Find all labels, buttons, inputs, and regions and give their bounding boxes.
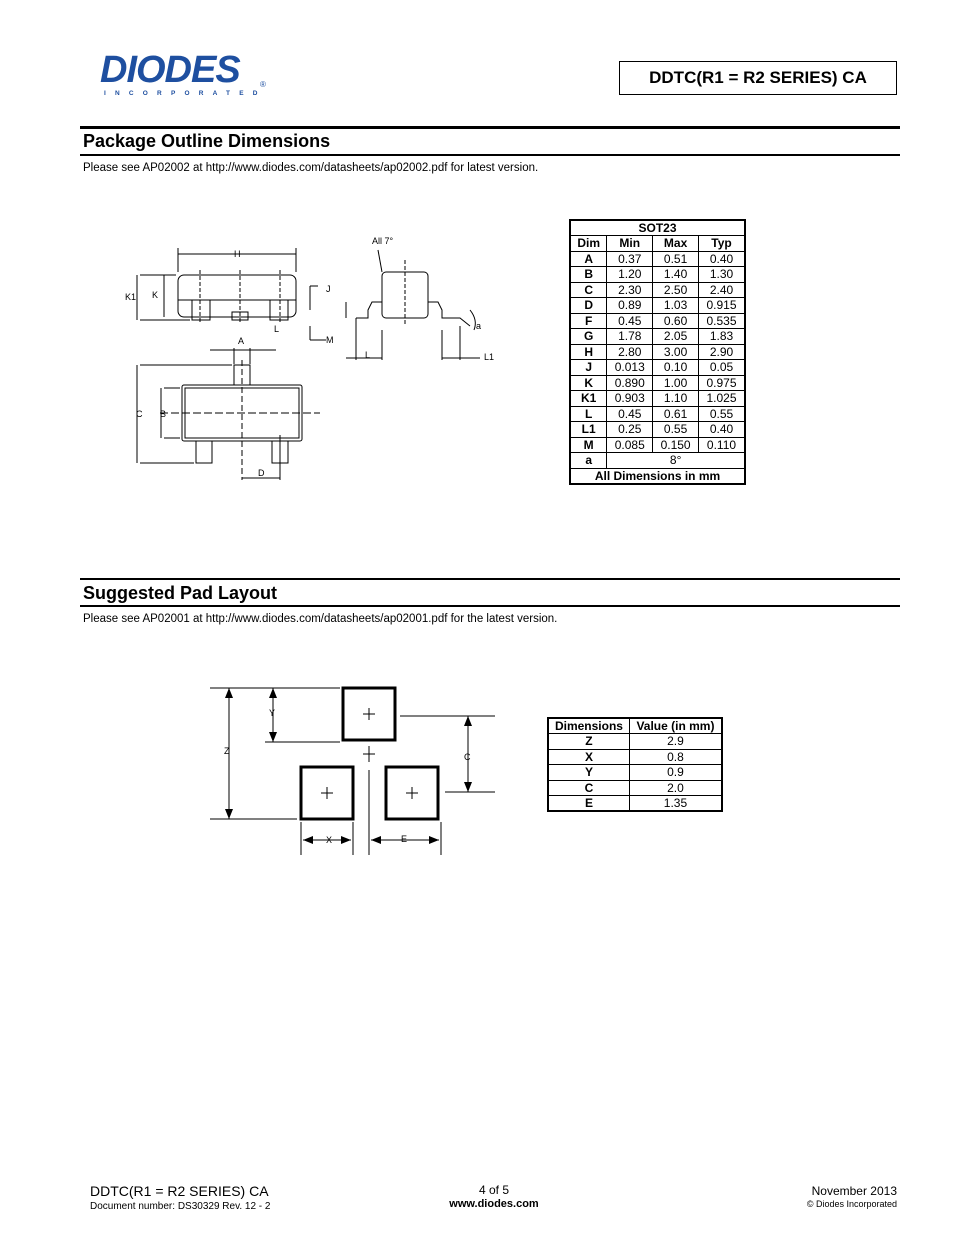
section-rule <box>80 578 900 580</box>
dim-label-angle-all: All 7° <box>372 236 394 246</box>
dim-cell: C <box>548 780 629 796</box>
pad-label-e: E <box>401 834 408 844</box>
table-title: SOT23 <box>570 220 745 236</box>
logo-registered: ® <box>260 80 266 89</box>
value-cell: 0.085 <box>607 437 653 453</box>
diodes-logo <box>100 50 270 100</box>
dim-cell: G <box>570 329 607 345</box>
value-cell: 1.20 <box>607 267 653 283</box>
logo-wordmark: DIODES <box>100 49 240 91</box>
value-cell: 0.013 <box>607 360 653 376</box>
value-cell: 1.025 <box>699 391 746 407</box>
dim-cell: M <box>570 437 607 453</box>
value-cell: 1.00 <box>653 375 699 391</box>
dim-cell: K <box>570 375 607 391</box>
table-row <box>570 391 745 407</box>
pad-label-z: Z <box>224 746 230 756</box>
value-cell: 0.37 <box>607 251 653 267</box>
value-cell: 2.40 <box>699 282 746 298</box>
dim-label-c: C <box>136 409 143 419</box>
section-rule <box>80 154 900 156</box>
table-row <box>548 765 722 781</box>
table-row <box>570 437 745 453</box>
value-cell: 0.40 <box>699 251 746 267</box>
table-footer: All Dimensions in mm <box>570 468 745 484</box>
dim-label-j: J <box>326 284 331 294</box>
value-cell: 0.55 <box>653 422 699 438</box>
footer-part-number: DDTC(R1 = R2 SERIES) CA <box>90 1183 269 1199</box>
table-row <box>570 282 745 298</box>
table-row <box>570 406 745 422</box>
value-cell: 0.51 <box>653 251 699 267</box>
footer-date: November 2013 <box>811 1184 897 1198</box>
value-cell: 2.90 <box>699 344 746 360</box>
value-cell: 1.40 <box>653 267 699 283</box>
value-cell: 2.30 <box>607 282 653 298</box>
dim-label-l1: L1 <box>484 352 495 362</box>
table-row <box>570 344 745 360</box>
dim-cell: J <box>570 360 607 376</box>
pad-label-y: Y <box>269 708 276 718</box>
table-row <box>570 267 745 283</box>
sot23-dimensions-table <box>569 219 746 485</box>
value-cell: 0.9 <box>629 765 722 781</box>
value-cell: 2.80 <box>607 344 653 360</box>
logo-subtitle: INCORPORATED <box>104 90 267 97</box>
value-cell: 0.05 <box>699 360 746 376</box>
dim-cell: L1 <box>570 422 607 438</box>
dim-cell: F <box>570 313 607 329</box>
table-row <box>570 375 745 391</box>
sot23-outline-drawing <box>120 230 500 490</box>
outline-note: Please see AP02002 at http://www.diodes.com/datasheets/ap02002.pdf for latest version. <box>83 162 539 174</box>
dim-cell: X <box>548 749 629 765</box>
value-cell: 1.30 <box>699 267 746 283</box>
column-header: Typ <box>699 236 746 252</box>
dim-label-k: K <box>152 290 159 300</box>
footer-website: www.diodes.com <box>449 1198 539 1210</box>
table-row <box>548 734 722 750</box>
value-cell: 3.00 <box>653 344 699 360</box>
table-row <box>570 313 745 329</box>
dim-cell: K1 <box>570 391 607 407</box>
table-row <box>570 422 745 438</box>
pad-label-x: X <box>326 835 333 845</box>
dim-cell: C <box>570 282 607 298</box>
column-header: Dim <box>570 236 607 252</box>
dim-cell: H <box>570 344 607 360</box>
dim-label-l: L <box>274 324 280 334</box>
column-header: Min <box>607 236 653 252</box>
value-cell: 2.9 <box>629 734 722 750</box>
dim-cell: A <box>570 251 607 267</box>
section-rule <box>80 605 900 607</box>
value-cell: 1.35 <box>629 796 722 812</box>
dim-label-d: D <box>258 468 265 478</box>
table-row <box>570 329 745 345</box>
dim-label-a: A <box>238 336 245 346</box>
value-cell: 1.78 <box>607 329 653 345</box>
dim-cell: B <box>570 267 607 283</box>
footer-copyright: © Diodes Incorporated <box>806 1199 897 1209</box>
value-cell: 0.89 <box>607 298 653 314</box>
footer-document-number: Document number: DS30329 Rev. 12 - 2 <box>90 1201 271 1212</box>
table-row <box>548 780 722 796</box>
footer-page-number: 4 of 5 <box>478 1183 510 1197</box>
column-header: Value (in mm) <box>629 718 722 734</box>
dim-cell: D <box>570 298 607 314</box>
pad-label-c: C <box>464 752 471 762</box>
value-cell: 0.55 <box>699 406 746 422</box>
table-row <box>548 796 722 812</box>
pad-note: Please see AP02001 at http://www.diodes.com/datasheets/ap02001.pdf for the latest version. <box>83 613 558 625</box>
value-cell: 0.890 <box>607 375 653 391</box>
table-row <box>570 251 745 267</box>
value-cell: 0.150 <box>653 437 699 453</box>
value-cell: 2.50 <box>653 282 699 298</box>
column-header: Dimensions <box>548 718 629 734</box>
value-cell: 0.535 <box>699 313 746 329</box>
value-cell: 0.45 <box>607 406 653 422</box>
column-header: Max <box>653 236 699 252</box>
dim-cell: Z <box>548 734 629 750</box>
value-cell: 0.45 <box>607 313 653 329</box>
angle-dim: a <box>570 453 607 469</box>
part-number-box: DDTC(R1 = R2 SERIES) CA <box>619 61 897 95</box>
value-cell: 1.83 <box>699 329 746 345</box>
angle-value: 8° <box>607 453 745 469</box>
value-cell: 0.10 <box>653 360 699 376</box>
dim-label-m: M <box>326 335 334 345</box>
value-cell: 0.110 <box>699 437 746 453</box>
value-cell: 2.0 <box>629 780 722 796</box>
pad-layout-drawing <box>205 680 505 860</box>
dim-label-k1: K1 <box>125 292 137 302</box>
value-cell: 2.05 <box>653 329 699 345</box>
dim-cell: Y <box>548 765 629 781</box>
table-row <box>570 298 745 314</box>
value-cell: 0.8 <box>629 749 722 765</box>
value-cell: 0.60 <box>653 313 699 329</box>
outline-section-title: Package Outline Dimensions <box>83 131 331 151</box>
dim-label-b: B <box>160 409 167 419</box>
value-cell: 1.10 <box>653 391 699 407</box>
dim-cell: E <box>548 796 629 812</box>
value-cell: 0.903 <box>607 391 653 407</box>
value-cell: 0.975 <box>699 375 746 391</box>
section-rule <box>80 126 900 129</box>
value-cell: 1.03 <box>653 298 699 314</box>
table-row <box>548 749 722 765</box>
value-cell: 0.61 <box>653 406 699 422</box>
dim-label-l-side: L <box>365 350 371 360</box>
pad-section-title: Suggested Pad Layout <box>83 583 278 603</box>
value-cell: 0.25 <box>607 422 653 438</box>
value-cell: 0.915 <box>699 298 746 314</box>
dim-label-alpha: a <box>476 321 482 331</box>
pad-dimensions-table <box>547 717 723 812</box>
table-row <box>570 360 745 376</box>
value-cell: 0.40 <box>699 422 746 438</box>
dim-cell: L <box>570 406 607 422</box>
dim-label-h: H <box>234 249 241 259</box>
